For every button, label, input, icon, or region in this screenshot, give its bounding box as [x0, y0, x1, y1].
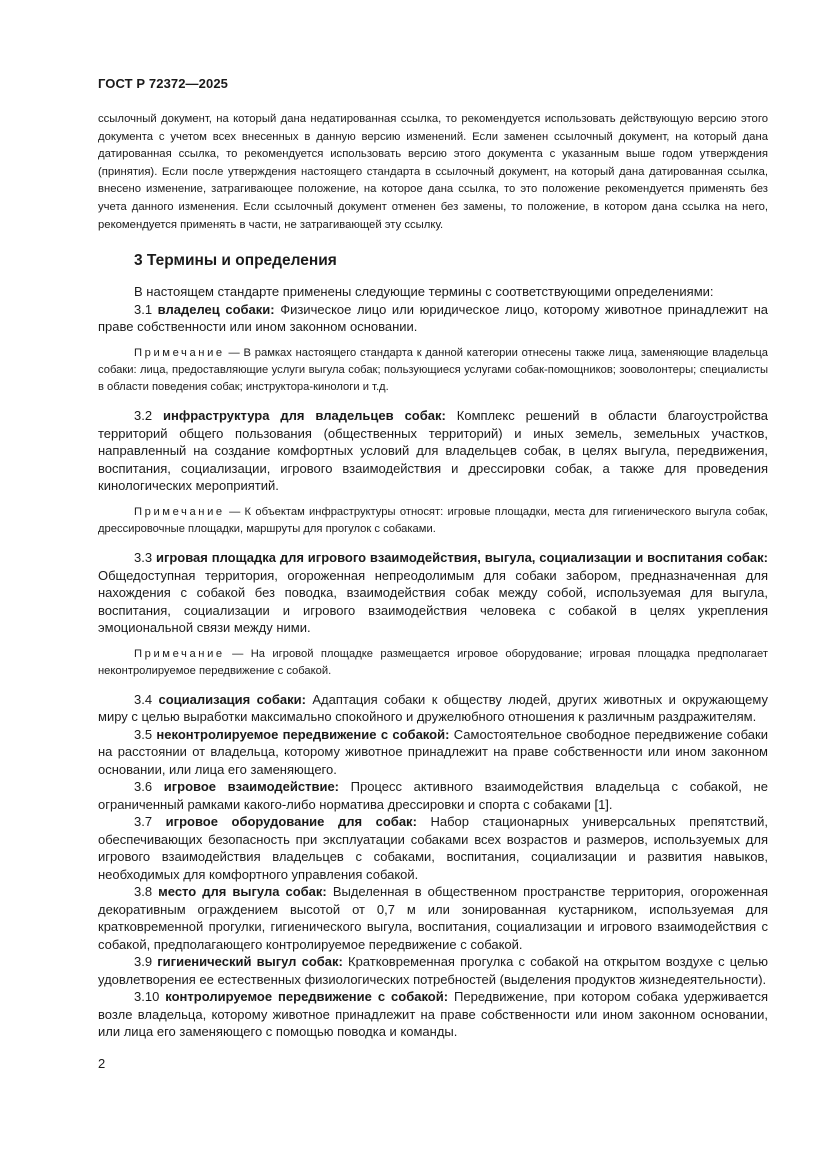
term-number: 3.5 — [134, 726, 153, 742]
term-number: 3.3 — [134, 550, 153, 566]
term-item — [98, 883, 768, 953]
term-definition: Самостоятельное свободное передвижение собаки на расстоянии от владельца, которому животное принадлежит на праве собственности или ином законном основании, или лица его заменяющего. — [98, 726, 768, 777]
section-lead: В настоящем стандарте применены следующие термины с соответствующими определениями: — [134, 284, 714, 299]
note-text: — К объектам инфраструктуры относят: игровые площадки, места для гигиенического выгула собак, дрессировочные площадки, маршруты для прогулок с собаками. — [98, 505, 768, 535]
term-number: 3.4 — [134, 691, 153, 707]
term-number: 3.6 — [134, 779, 153, 795]
term-note — [98, 646, 768, 680]
term-number: 3.2 — [134, 408, 153, 424]
term-item — [98, 953, 768, 988]
term-item — [98, 407, 768, 495]
document-header: ГОСТ Р 72372—2025 — [98, 76, 228, 91]
term-name: социализация собаки: — [158, 691, 306, 707]
note-text: — В рамках настоящего стандарта к данной категории отнесены также лица, заменяющие владельца собаки: лица, предоставляющие услуги выгула собак; пользующиеся услугами собак-помощников; зооволонтеры; специалисты в области поведения собак; инструктора-кинологи и т.д. — [98, 346, 768, 393]
term-name: игровое оборудование для собак: — [165, 814, 417, 830]
term-definition: Процесс активного взаимодействия владельца с собакой, не ограниченный рамками какого-либо норматива дрессировки и спорта с собаками [1]. — [98, 779, 768, 812]
term-item — [98, 813, 768, 883]
term-item — [98, 691, 768, 726]
intro-paragraph: ссылочный документ, на который дана недатированная ссылка, то рекомендуется использовать действующую версию этого документа с учетом всех внесенных в данную версию изменений. Если заменен ссылочный документ, на который дана датированная ссылка, то рекомендуется использовать версию этого документа с указанным выше годом утверждения (принятия). Если после утверждения настоящего стандарта в ссылочный документ, на который дана датированная ссылка, внесено изменение, затрагивающее положение, на которое дана ссылка, то это положение рекомендуется применять без учета данного изменения. Если ссылочный документ отменен без замены, то положение, в котором дана ссылка на него, рекомендуется применять в части, не затрагивающей эту ссылку. — [98, 113, 768, 231]
term-item — [98, 549, 768, 637]
term-note — [98, 345, 768, 397]
term-definition: Физическое лицо или юридическое лицо, которому животное принадлежит на праве собственности или ином законном основании. — [98, 301, 768, 334]
term-name: игровая площадка для игрового взаимодействия, выгула, социализации и воспитания собак: — [155, 550, 768, 566]
term-definition: Адаптация собаки к обществу людей, других животных и окружающему миру с целью выработки максимально спокойного и дружелюбного отношения к различным раздражителям. — [98, 691, 768, 725]
term-name: владелец собаки: — [157, 301, 275, 317]
note-label: Примечание — [134, 346, 225, 359]
page-number: 2 — [98, 1056, 106, 1071]
term-item — [98, 301, 768, 336]
term-item — [98, 726, 768, 779]
term-name: гигиенический выгул собак: — [157, 954, 343, 970]
term-definition: Выделенная в общественном пространстве территория, огороженная декоративным ограждением высотой от 0,7 м или зонированная кустарником, используемая для кратковременной прогулки, гигиенического выгула, воспитания, социализации и игрового взаимодействия с собакой, предполагающего контролируемое передвижение с собакой. — [98, 884, 768, 952]
term-definition: Набор стационарных универсальных препятствий, обеспечивающих безопасность при эксплуатации собаками всех возрастов и размеров, используемых для игрового взаимодействия владельцев с собаками, воспитания, социализации и развития навыков, необходимых для комфортного управления собакой. — [98, 814, 768, 882]
term-number: 3.8 — [134, 884, 153, 900]
term-name: контролируемое передвижение с собакой: — [165, 989, 449, 1005]
terms-content — [98, 283, 768, 1041]
term-number: 3.1 — [134, 301, 153, 317]
term-definition: Комплекс решений в области благоустройства территорий общего пользования (общественных территорий) и иных земель, земельных участков, направленный на создание комфортных условий для владельцев собак, в целях выгула, передвижения, воспитания, социализации, игрового взаимодействия и дрессировки собак, а также для проведения кинологических мероприятий. — [98, 408, 768, 494]
term-item — [98, 778, 768, 813]
term-name: место для выгула собак: — [158, 884, 327, 900]
term-name: инфраструктура для владельцев собак: — [163, 408, 446, 424]
term-number: 3.9 — [134, 954, 153, 970]
term-name: игровое взаимодействие: — [163, 779, 339, 795]
note-label: Примечание — [134, 505, 225, 518]
note-label: Примечание — [134, 647, 225, 660]
term-definition: Общедоступная территория, огороженная непреодолимым для собаки забором, предназначенная для нахождения с собакой без поводка, взаимодействия собак между собой, используемая для выгула, воспитания, социализации и игрового взаимодействия человека с собакой в целях укрепления эмоциональной связи между ними. — [98, 567, 768, 636]
note-text: — На игровой площадке размещается игровое оборудование; игровая площадка предполагает неконтролируемое передвижение с собакой. — [98, 647, 769, 677]
term-name: неконтролируемое передвижение с собакой: — [156, 726, 450, 742]
term-number: 3.10 — [134, 989, 160, 1005]
term-definition: Кратковременная прогулка с собакой на открытом воздухе с целью удовлетворения ее естественных физиологических потребностей (выделения продуктов жизнедеятельности). — [98, 954, 768, 987]
section-title: 3 Термины и определения — [134, 252, 337, 269]
term-note — [98, 504, 768, 538]
term-item — [98, 988, 768, 1041]
term-number: 3.7 — [134, 814, 153, 830]
term-definition: Передвижение, при котором собака удерживается возле владельца, которому животное принадлежит на праве собственности или ином законном основании, или лица его заменяющего с помощью поводка и команды. — [98, 989, 768, 1040]
